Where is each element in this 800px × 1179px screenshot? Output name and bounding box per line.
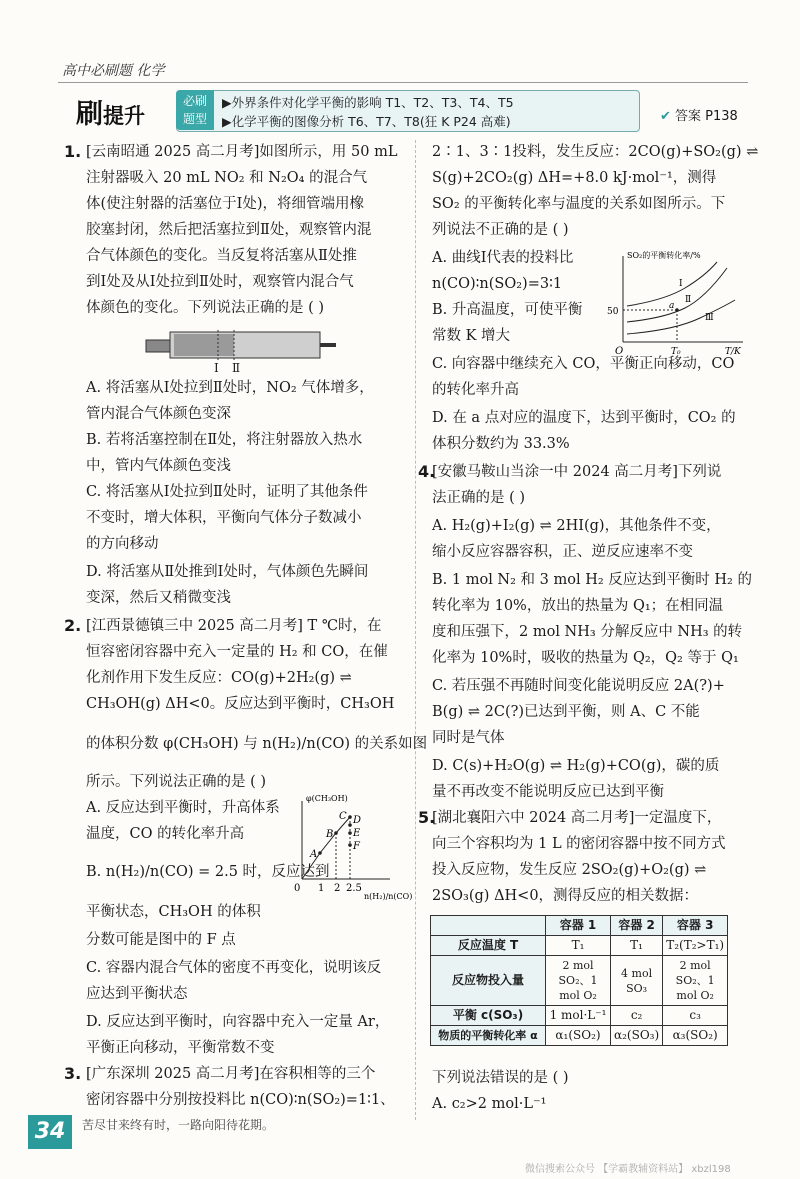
q3-line: 2∶1、3∶1投料，发生反应：2CO(g)+SO₂(g) ⇌ [432,144,759,160]
q1-line: 到Ⅰ处及从Ⅰ处拉到Ⅱ处时，观察管内混合气 [86,274,354,290]
q1-option: 变深，然后又稍微变浅 [86,590,231,606]
table-header [431,916,546,936]
answer-ref [660,105,738,124]
q1-line: [云南昭通 2025 高二月考]如图所示，用 50 mL [86,144,398,160]
q1-option: 管内混合气体颜色变深 [86,406,231,422]
fig-label-II: Ⅱ [232,361,241,375]
q2-option: 应达到平衡状态 [86,986,188,1002]
footer-brand: 微信搜索公众号 【学霸教辅资料站】 xbzl198 [525,1164,731,1175]
q2-line: [江西景德镇三中 2025 高二月考] T ℃时，在 [86,618,382,634]
q1-line: 合气体颜色的变化。当反复将活塞从Ⅱ处推 [86,248,357,264]
q4-line: 法正确的是 ( ) [432,490,526,506]
q4-option: D. C(s)+H₂O(g) ⇌ H₂(g)+CO(g)，碳的质 [432,758,720,774]
q4-option: 转化率为 10%，放出的热量为 Q₁；在相同温 [432,598,724,614]
label-B: B [326,829,334,840]
q1-option: D. 将活塞从Ⅱ处推到Ⅰ处时，气体颜色先瞬间 [86,564,369,580]
syringe-gas [174,334,234,356]
q2-line: 化剂作用下发生反应：CO(g)+2H₂(g) ⇌ [86,670,352,686]
q5-line: 向三个容积均为 1 L 的密闭容器中按不同方式 [432,836,726,852]
table-header-row [431,916,728,936]
check-icon: ✔ [660,109,671,124]
q3-y50: 50 [607,307,619,317]
q5-number: 5. [418,808,436,827]
point-a [675,308,679,312]
label-C: C [339,811,347,822]
q2-option: D. 反应达到平衡时，向容器中充入一定量 Ar， [86,1014,390,1030]
point-F [348,843,352,847]
table-cell: α₁(SO₂) [546,1026,611,1046]
fig-label-I: Ⅰ [214,361,219,375]
q2-option: 平衡状态，CH₃OH 的体积 [86,904,261,920]
header-divider [58,82,748,83]
q3-option: A. 曲线Ⅰ代表的投料比 [432,250,574,266]
table-header: 容器 1 [546,916,611,936]
q2-option: C. 容器内混合气体的密度不再变化，说明该反 [86,960,382,976]
q5-option-a: A. c₂>2 mol·L⁻¹ [432,1096,547,1112]
q5-line: [湖北襄阳六中 2024 高二月考]一定温度下， [432,810,722,826]
topic-line-1: ▶外界条件对化学平衡的影响 T1、T2、T3、T4、T5 [222,95,514,110]
q3-line: [广东深圳 2025 高二月考]在容积相等的三个 [86,1066,376,1082]
q4-option: 化率为 10%时，吸收的热量为 Q₂，Q₂ 等于 Q₁ [432,650,739,666]
q3-xlabel: T/K [725,347,741,357]
q3-option: D. 在 a 点对应的温度下，达到平衡时，CO₂ 的 [432,410,736,426]
logo-sub: 提升 [103,104,145,128]
table-row [431,1026,728,1046]
q3-option: 的转化率升高 [432,382,519,398]
q1-option: 的方向移动 [86,536,159,552]
q2-curve [302,817,350,879]
q2-graph [290,794,413,907]
q3-graph [605,250,750,358]
table-row-header: 反应物投入量 [431,956,546,1006]
label-F: F [353,841,360,852]
q1-line: 体(使注射器的活塞位于Ⅰ处)，将细管端用橡 [86,196,365,212]
q2-line: 恒容密闭容器中充入一定量的 H₂ 和 CO，在催 [86,644,388,660]
q2-number: 2. [64,616,82,635]
q3-line: 密闭容器中分别按投料比 n(CO)∶n(SO₂)=1∶1、 [86,1092,395,1108]
point-B [334,831,338,835]
label-point-a: a [669,301,675,311]
q3-line: 列说法不正确的是 ( ) [432,222,569,238]
q4-line: [安徽马鞍山当涂一中 2024 高二月考]下列说 [432,464,722,480]
q2-tick: 0 [294,883,301,894]
label-curve-I: Ⅰ [679,279,683,289]
point-E [348,831,352,835]
label-D: D [353,815,362,826]
q3-option: C. 向容器中继续充入 CO，平衡正向移动，CO [432,356,735,372]
point-D [348,823,352,827]
q3-t0: T₀ [671,347,681,357]
q1-option: C. 将活塞从Ⅰ处拉到Ⅱ处时，证明了其他条件 [86,484,368,500]
q5-data-table [430,915,728,1046]
q4-option: B. 1 mol N₂ 和 3 mol H₂ 反应达到平衡时 H₂ 的 [432,572,752,588]
q2-ylabel: φ(CH₃OH) [306,794,348,803]
table-row [431,1006,728,1026]
q5-after: 下列说法错误的是 ( ) [432,1070,569,1086]
table-cell: c₃ [663,1006,728,1026]
table-row [431,956,728,1006]
q4-option: C. 若压强不再随时间变化能说明反应 2A(?)+ [432,678,725,694]
footer-quote: 苦尽甘来终有时，一路向阳待花期。 [82,1118,275,1132]
table-cell: 2 mol SO₂、1 mol O₂ [546,956,611,1006]
q3-option: 常数 K 增大 [432,328,511,344]
table-cell: 4 mol SO₃ [611,956,663,1006]
column-divider [415,140,416,1120]
q4-option: 缩小反应容器容积，正、逆反应速率不变 [432,544,693,560]
q3-line: SO₂ 的平衡转化率与温度的关系如图所示。下 [432,196,726,212]
q2-tick: 2.5 [346,883,362,894]
section-logo [76,92,145,131]
table-header: 容器 2 [611,916,663,936]
label-E: E [353,828,361,839]
q4-option: 同时是气体 [432,730,505,746]
q2-line: 所示。下列说法正确的是 ( ) [86,774,267,790]
q3-option: n(CO)∶n(SO₂)=3∶1 [432,276,563,292]
q1-line: 体颜色的变化。下列说法正确的是 ( ) [86,300,325,316]
table-row-header: 反应温度 T [431,936,546,956]
q2-xlabel: n(H₂)/n(CO) [364,892,413,901]
table-cell: 1 mol·L⁻¹ [546,1006,611,1026]
table-cell: T₁ [611,936,663,956]
q2-line: CH₃OH(g) ΔH<0。反应达到平衡时，CH₃OH [86,696,395,712]
q1-option: B. 若将活塞控制在Ⅱ处，将注射器放入热水 [86,432,363,448]
curve-I [627,262,717,306]
q2-option: 温度，CO 的转化率升高 [86,826,245,842]
q3-ylabel: SO₂的平衡转化率/% [627,251,701,260]
q2-tick: 2 [334,883,341,894]
table-cell: T₂(T₂>T₁) [663,936,728,956]
table-row-header: 物质的平衡转化率 α [431,1026,546,1046]
answer-ref-text: 答案 P138 [675,109,738,124]
q5-line: 投入反应物，发生反应 2SO₂(g)+O₂(g) ⇌ [432,862,707,878]
table-cell: α₂(SO₃) [611,1026,663,1046]
q2-tick: 1 [318,883,325,894]
q4-option: 度和压强下，2 mol NH₃ 分解反应中 NH₃ 的转 [432,624,743,640]
q1-option: 不变时，增大体积，平衡向气体分子数减小 [86,510,362,526]
series-title: 高中必刷题 化学 [62,63,165,79]
q4-option: 量不再改变不能说明反应已达到平衡 [432,784,664,800]
table-header: 容器 3 [663,916,728,936]
q2-line: 的体积分数 φ(CH₃OH) 与 n(H₂)/n(CO) 的关系如图 [86,736,428,752]
q3-line: S(g)+2CO₂(g) ΔH=+8.0 kJ·mol⁻¹，测得 [432,170,717,186]
point-C [348,815,352,819]
topic-tag: 必刷 题型 [176,90,214,130]
q2-option: 平衡正向移动，平衡常数不变 [86,1040,275,1056]
q4-number: 4. [418,462,436,481]
q5-line: 2SO₃(g) ΔH<0，测得反应的相关数据： [432,888,699,904]
table-cell: 2 mol SO₂、1 mol O₂ [663,956,728,1006]
syringe-tip [146,340,170,352]
table-cell: α₃(SO₂) [663,1026,728,1046]
q4-option: B(g) ⇌ 2C(?)已达到平衡，则 A、C 不能 [432,704,700,720]
label-curve-II: Ⅱ [685,295,692,305]
point-A [318,851,322,855]
q3-option: B. 升高温度，可使平衡 [432,302,583,318]
q1-line: 注射器吸入 20 mL NO₂ 和 N₂O₄ 的混合气 [86,170,368,186]
table-row-header: 平衡 c(SO₃) [431,1006,546,1026]
q3-option: 体积分数约为 33.3% [432,436,570,452]
q3-origin: O [615,346,624,357]
label-A: A [310,849,318,860]
q1-line: 胶塞封闭，然后把活塞拉到Ⅱ处，观察管内混 [86,222,372,238]
q1-option: 中，管内气体颜色变浅 [86,458,231,474]
q1-number: 1. [64,142,82,161]
table-row [431,936,728,956]
curve-III [627,300,735,334]
label-curve-III: Ⅲ [705,313,714,323]
table-cell: c₂ [611,1006,663,1026]
table-cell: T₁ [546,936,611,956]
page-number: 34 [28,1115,72,1149]
topic-line-2: ▶化学平衡的图像分析 T6、T7、T8(狂 K P24 高难) [222,114,511,129]
q2-option: 分数可能是图中的 F 点 [86,932,236,948]
q1-option: A. 将活塞从Ⅰ处拉到Ⅱ处时，NO₂ 气体增多， [86,380,374,396]
q4-option: A. H₂(g)+I₂(g) ⇌ 2HI(g)，其他条件不变， [432,518,721,534]
q2-option: A. 反应达到平衡时，升高体系 [86,800,280,816]
logo-main: 刷 [76,99,103,130]
q2-option: B. n(H₂)/n(CO) = 2.5 时，反应达到 [86,864,330,880]
q3-number: 3. [64,1064,82,1083]
